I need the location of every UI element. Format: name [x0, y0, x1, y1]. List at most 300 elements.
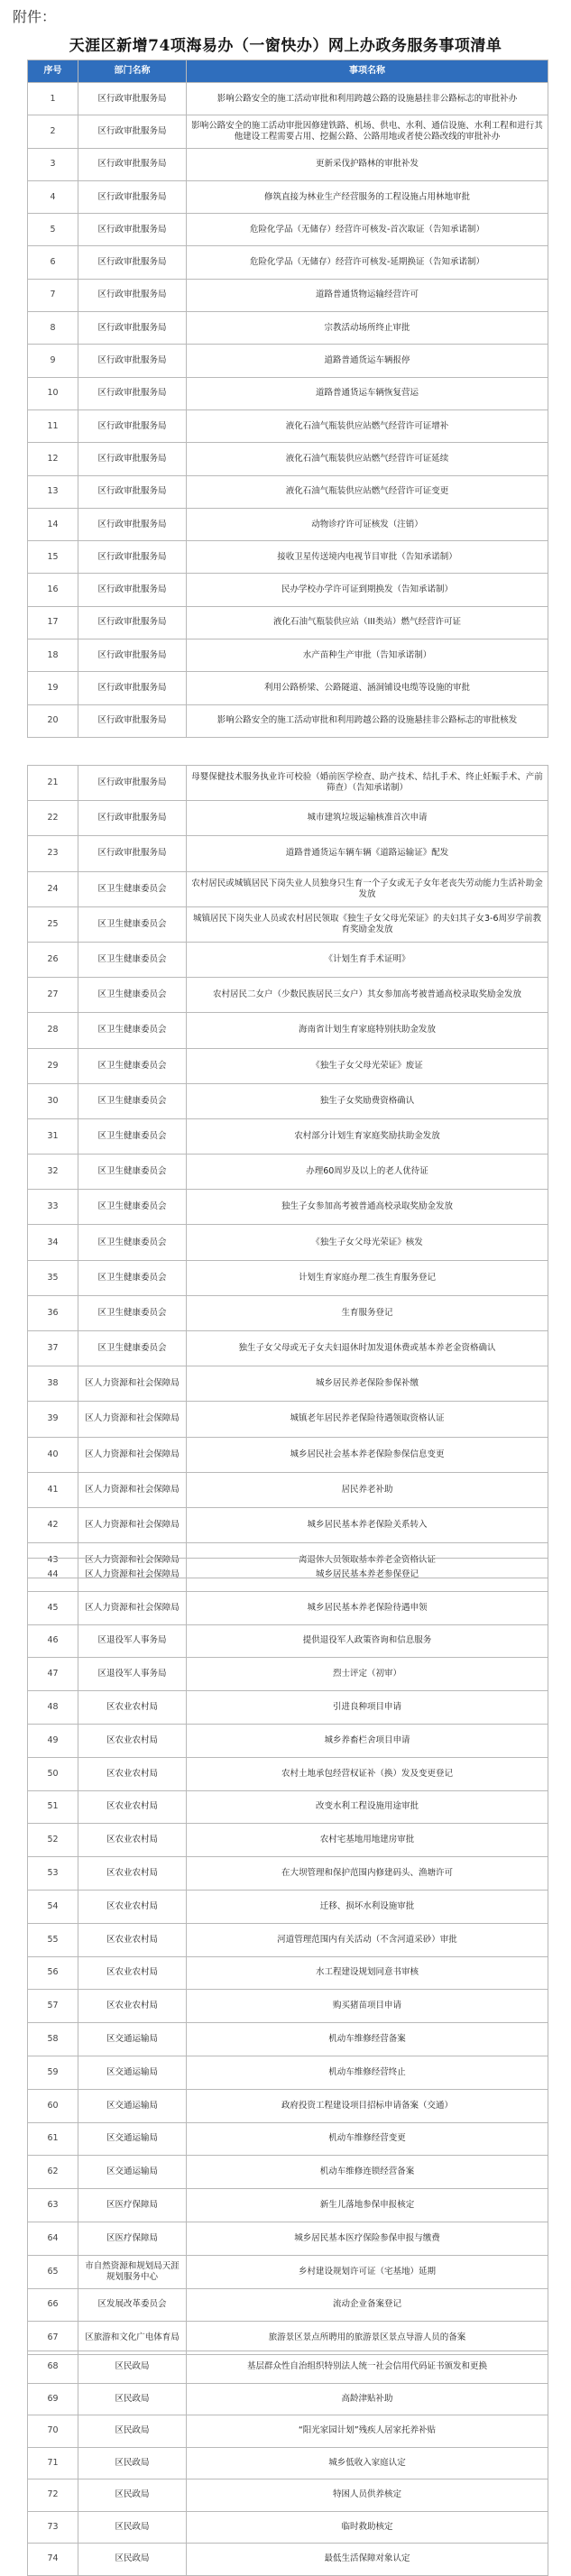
service-name: 提供退役军人政策咨询和信息服务 [187, 1624, 548, 1658]
table-row [28, 508, 548, 540]
service-name: 临时救助核定 [187, 2511, 548, 2544]
department-name: 区农业农村局 [78, 1790, 187, 1824]
department-name: 区行政审批服务局 [78, 836, 187, 871]
row-number: 4 [28, 180, 78, 213]
table-page-4 [27, 2351, 548, 2576]
column-header: 部门名称 [78, 60, 187, 83]
department-name: 区人力资源和社会保障局 [78, 1507, 187, 1542]
row-number: 39 [28, 1402, 78, 1437]
table-row [28, 1757, 548, 1790]
row-number: 41 [28, 1472, 78, 1507]
table-row [28, 1691, 548, 1725]
department-name: 区交通运输局 [78, 2023, 187, 2056]
document-title: 天涯区新增74项海易办（一窗快办）网上办政务服务事项清单 [69, 37, 502, 55]
department-name: 区行政审批服务局 [78, 443, 187, 475]
service-name: 《计划生育手术证明》 [187, 942, 548, 977]
department-name: 区民政局 [78, 2351, 187, 2384]
table-row [28, 672, 548, 704]
row-number: 3 [28, 148, 78, 180]
service-name: 高龄津贴补助 [187, 2383, 548, 2415]
department-name: 区卫生健康委员会 [78, 906, 187, 942]
table-row [28, 279, 548, 311]
service-name: 农村居民二女户（少数民族居民三女户）其女参加高考被普通高校录取奖励金发放 [187, 978, 548, 1013]
department-name: 区行政审批服务局 [78, 606, 187, 639]
table-row [28, 2156, 548, 2189]
row-number: 2 [28, 115, 78, 148]
service-name: 城乡居民基本养老保险关系转入 [187, 1507, 548, 1542]
service-name: 液化石油气瓶装供应站燃气经营许可证增补 [187, 409, 548, 442]
row-number: 47 [28, 1658, 78, 1691]
service-name: 影响公路安全的施工活动审批和利用跨越公路的设施悬挂非公路标志的审批核发 [187, 704, 548, 737]
service-name: 液化石油气瓶装供应站（III类站）燃气经营许可证 [187, 606, 548, 639]
service-name: 城乡居民社会基本养老保险参保信息变更 [187, 1437, 548, 1472]
table-row [28, 2222, 548, 2255]
table-row [28, 2351, 548, 2384]
row-number: 61 [28, 2122, 78, 2156]
department-name: 区发展改革委员会 [78, 2288, 187, 2322]
service-name: 城乡低收入家庭认定 [187, 2447, 548, 2479]
column-header: 事项名称 [187, 60, 548, 83]
row-number: 48 [28, 1691, 78, 1725]
row-number: 33 [28, 1190, 78, 1225]
department-name: 区医疗保障局 [78, 2222, 187, 2255]
service-name: 机动车维修连锁经营备案 [187, 2156, 548, 2189]
table-row [28, 2023, 548, 2056]
service-name: 独生子女奖励费资格确认 [187, 1083, 548, 1118]
table-page-1 [27, 60, 548, 738]
row-number: 62 [28, 2156, 78, 2189]
row-number: 45 [28, 1591, 78, 1624]
department-name: 区旅游和文化广电体育局 [78, 2322, 187, 2355]
table-row [28, 871, 548, 906]
service-name: 城乡居民基本养老参保登记 [187, 1559, 548, 1592]
table-row [28, 1437, 548, 1472]
table-row [28, 2255, 548, 2288]
row-number: 58 [28, 2023, 78, 2056]
row-number: 10 [28, 377, 78, 409]
table-row [28, 148, 548, 180]
row-number: 31 [28, 1118, 78, 1154]
service-name: 城镇老年居民养老保险待遇领取资格认证 [187, 1402, 548, 1437]
table-row [28, 2383, 548, 2415]
table-row [28, 2479, 548, 2512]
row-number: 23 [28, 836, 78, 871]
table-row [28, 180, 548, 213]
table-row [28, 1118, 548, 1154]
service-name: 母婴保健技术服务执业许可校验（婚前医学检查、助产技术、结扎手术、终止妊娠手术、产前筛查）（告知承诺制） [187, 766, 548, 801]
table-row [28, 2447, 548, 2479]
department-name: 区卫生健康委员会 [78, 1118, 187, 1154]
department-name: 区民政局 [78, 2511, 187, 2544]
department-name: 市自然资源和规划局天涯规划服务中心 [78, 2255, 187, 2288]
table-header-row [28, 60, 548, 83]
service-name: 利用公路桥梁、公路隧道、涵洞铺设电缆等设施的审批 [187, 672, 548, 704]
department-name: 区行政审批服务局 [78, 83, 187, 115]
service-name: 接收卫星传送境内电视节目审批（告知承诺制） [187, 541, 548, 574]
table-row [28, 2415, 548, 2448]
table-row [28, 1890, 548, 1923]
department-name: 区人力资源和社会保障局 [78, 1366, 187, 1402]
row-number: 25 [28, 906, 78, 942]
department-name: 区行政审批服务局 [78, 115, 187, 148]
department-name: 区人力资源和社会保障局 [78, 1591, 187, 1624]
table-row [28, 1790, 548, 1824]
table-row [28, 377, 548, 409]
service-name: 液化石油气瓶装供应站燃气经营许可证变更 [187, 475, 548, 508]
service-name: 城市建筑垃圾运输核准首次申请 [187, 801, 548, 836]
row-number: 74 [28, 2544, 78, 2576]
attachment-label: 附件： [13, 8, 57, 25]
table-row [28, 1658, 548, 1691]
row-number: 49 [28, 1724, 78, 1757]
department-name: 区卫生健康委员会 [78, 1083, 187, 1118]
department-name: 区农业农村局 [78, 1757, 187, 1790]
row-number: 29 [28, 1048, 78, 1083]
table-row [28, 475, 548, 508]
service-name: 水产苗种生产审批（告知承诺制） [187, 639, 548, 672]
department-name: 区医疗保障局 [78, 2189, 187, 2222]
row-number: 46 [28, 1624, 78, 1658]
row-number: 73 [28, 2511, 78, 2544]
department-name: 区行政审批服务局 [78, 180, 187, 213]
table-row [28, 1559, 548, 1592]
row-number: 21 [28, 766, 78, 801]
table-row [28, 1857, 548, 1891]
row-number: 59 [28, 2056, 78, 2089]
service-name: 机动车维修经营终止 [187, 2056, 548, 2089]
row-number: 22 [28, 801, 78, 836]
service-name: 居民养老补助 [187, 1472, 548, 1507]
service-name: 农村居民或城镇居民下岗失业人员独身只生育一个子女或无子女年老丧失劳动能力生活补助金发放 [187, 871, 548, 906]
service-name: 水工程建设规划同意书审核 [187, 1956, 548, 1990]
row-number: 18 [28, 639, 78, 672]
service-name: 城乡居民基本医疗保险参保申报与缴费 [187, 2222, 548, 2255]
row-number: 1 [28, 83, 78, 115]
department-name: 区人力资源和社会保障局 [78, 1543, 187, 1578]
department-name: 区行政审批服务局 [78, 312, 187, 345]
department-name: 区农业农村局 [78, 1990, 187, 2023]
department-name: 区卫生健康委员会 [78, 1048, 187, 1083]
row-number: 11 [28, 409, 78, 442]
department-name: 区交通运输局 [78, 2156, 187, 2189]
department-name: 区农业农村局 [78, 1691, 187, 1725]
table-row [28, 2511, 548, 2544]
service-name: 独生子女父母或无子女夫妇退休时加发退休费或基本养老金资格确认 [187, 1331, 548, 1366]
row-number: 7 [28, 279, 78, 311]
row-number: 30 [28, 1083, 78, 1118]
department-name: 区卫生健康委员会 [78, 1260, 187, 1295]
row-number: 53 [28, 1857, 78, 1891]
services-table [27, 765, 548, 1578]
table-row [28, 312, 548, 345]
table-row [28, 541, 548, 574]
table-row [28, 801, 548, 836]
row-number: 52 [28, 1824, 78, 1857]
department-name: 区行政审批服务局 [78, 279, 187, 311]
service-name: 更新采伐护路林的审批补发 [187, 148, 548, 180]
row-number: 5 [28, 214, 78, 246]
table-row [28, 1990, 548, 2023]
department-name: 区卫生健康委员会 [78, 1331, 187, 1366]
department-name: 区民政局 [78, 2479, 187, 2512]
department-name: 区人力资源和社会保障局 [78, 1437, 187, 1472]
department-name: 区行政审批服务局 [78, 639, 187, 672]
row-number: 38 [28, 1366, 78, 1402]
row-number: 51 [28, 1790, 78, 1824]
table-row [28, 1624, 548, 1658]
department-name: 区退役军人事务局 [78, 1624, 187, 1658]
row-number: 37 [28, 1331, 78, 1366]
table-row [28, 1225, 548, 1260]
service-name: 计划生育家庭办理二孩生育服务登记 [187, 1260, 548, 1295]
row-number: 35 [28, 1260, 78, 1295]
row-number: 42 [28, 1507, 78, 1542]
department-name: 区卫生健康委员会 [78, 1155, 187, 1190]
department-name: 区行政审批服务局 [78, 345, 187, 377]
row-number: 54 [28, 1890, 78, 1923]
row-number: 12 [28, 443, 78, 475]
service-name: “阳光家园计划”残疾人居家托养补贴 [187, 2415, 548, 2448]
row-number: 24 [28, 871, 78, 906]
service-name: 新生儿落地参保申报核定 [187, 2189, 548, 2222]
department-name: 区行政审批服务局 [78, 377, 187, 409]
row-number: 15 [28, 541, 78, 574]
department-name: 区行政审批服务局 [78, 672, 187, 704]
department-name: 区民政局 [78, 2383, 187, 2415]
row-number: 14 [28, 508, 78, 540]
row-number: 9 [28, 345, 78, 377]
table-row [28, 1956, 548, 1990]
table-row [28, 1507, 548, 1542]
service-name: 机动车维修经营备案 [187, 2023, 548, 2056]
row-number: 65 [28, 2255, 78, 2288]
department-name: 区人力资源和社会保障局 [78, 1559, 187, 1592]
department-name: 区交通运输局 [78, 2089, 187, 2122]
department-name: 区行政审批服务局 [78, 541, 187, 574]
service-name: 独生子女参加高考被普通高校录取奖励金发放 [187, 1190, 548, 1225]
service-name: 政府投资工程建设项目招标申请备案（交通） [187, 2089, 548, 2122]
table-page-3 [27, 1558, 548, 2355]
table-row [28, 214, 548, 246]
row-number: 16 [28, 574, 78, 606]
table-row [28, 345, 548, 377]
service-name: 城镇居民下岗失业人员或农村居民领取《独生子女父母光荣证》的夫妇其子女3-6周岁学前教育奖励金发放 [187, 906, 548, 942]
department-name: 区行政审批服务局 [78, 801, 187, 836]
table-row [28, 1724, 548, 1757]
service-name: 修筑直接为林业生产经营服务的工程设施占用林地审批 [187, 180, 548, 213]
service-name: 生育服务登记 [187, 1295, 548, 1330]
service-name: 改变水利工程设施用途审批 [187, 1790, 548, 1824]
service-name: 城乡居民基本养老保险待遇申领 [187, 1591, 548, 1624]
table-row [28, 906, 548, 942]
department-name: 区人力资源和社会保障局 [78, 1402, 187, 1437]
service-name: 离退休人员领取基本养老金资格认证 [187, 1543, 548, 1578]
row-number: 68 [28, 2351, 78, 2384]
table-row [28, 1591, 548, 1624]
row-number: 50 [28, 1757, 78, 1790]
department-name: 区交通运输局 [78, 2056, 187, 2089]
row-number: 63 [28, 2189, 78, 2222]
service-name: 海南省计划生育家庭特别扶助金发放 [187, 1013, 548, 1048]
service-name: 危险化学品（无储存）经营许可核发-首次取证（告知承诺制） [187, 214, 548, 246]
row-number: 56 [28, 1956, 78, 1990]
table-row [28, 1331, 548, 1366]
table-row [28, 1295, 548, 1330]
table-page-2 [27, 765, 548, 1578]
table-row [28, 443, 548, 475]
service-name: 在大坝管理和保护范围内修建码头、渔塘许可 [187, 1857, 548, 1891]
row-number: 19 [28, 672, 78, 704]
table-row [28, 2189, 548, 2222]
services-table [27, 2351, 548, 2576]
row-number: 72 [28, 2479, 78, 2512]
service-name: 《独生子女父母光荣证》核发 [187, 1225, 548, 1260]
department-name: 区行政审批服务局 [78, 214, 187, 246]
department-name: 区卫生健康委员会 [78, 942, 187, 977]
service-name: 农村宅基地用地建房审批 [187, 1824, 548, 1857]
service-name: 危险化学品（无储存）经营许可核发-延期换证（告知承诺制） [187, 246, 548, 279]
department-name: 区农业农村局 [78, 1956, 187, 1990]
services-table [27, 1558, 548, 2355]
table-row [28, 2089, 548, 2122]
service-name: 宗教活动场所终止审批 [187, 312, 548, 345]
department-name: 区交通运输局 [78, 2122, 187, 2156]
service-name: 引进良种项目申请 [187, 1691, 548, 1725]
row-number: 70 [28, 2415, 78, 2448]
row-number: 60 [28, 2089, 78, 2122]
department-name: 区行政审批服务局 [78, 704, 187, 737]
row-number: 57 [28, 1990, 78, 2023]
department-name: 区农业农村局 [78, 1890, 187, 1923]
row-number: 26 [28, 942, 78, 977]
department-name: 区农业农村局 [78, 1824, 187, 1857]
service-name: 道路普通货运车辆车辆《道路运输证》配发 [187, 836, 548, 871]
department-name: 区行政审批服务局 [78, 574, 187, 606]
table-row [28, 836, 548, 871]
row-number: 34 [28, 1225, 78, 1260]
table-row [28, 574, 548, 606]
service-name: 民办学校办学许可证到期换发（告知承诺制） [187, 574, 548, 606]
department-name: 区行政审批服务局 [78, 148, 187, 180]
service-name: 农村部分计划生育家庭奖励扶助金发放 [187, 1118, 548, 1154]
table-row [28, 1260, 548, 1295]
department-name: 区农业农村局 [78, 1923, 187, 1956]
service-name: 影响公路安全的施工活动审批和利用跨越公路的设施悬挂非公路标志的审批补办 [187, 83, 548, 115]
table-row [28, 1083, 548, 1118]
row-number: 17 [28, 606, 78, 639]
table-row [28, 704, 548, 737]
table-row [28, 1013, 548, 1048]
table-row [28, 2288, 548, 2322]
department-name: 区卫生健康委员会 [78, 1190, 187, 1225]
department-name: 区行政审批服务局 [78, 246, 187, 279]
service-name: 影响公路安全的施工活动审批因修建铁路、机场、供电、水利、通信设施、水利工程和进行其他建设工程需要占用、挖掘公路、公路用地或者使公路改线的审批补办 [187, 115, 548, 148]
department-name: 区行政审批服务局 [78, 508, 187, 540]
table-row [28, 115, 548, 148]
department-name: 区卫生健康委员会 [78, 1225, 187, 1260]
row-number: 43 [28, 1543, 78, 1578]
department-name: 区行政审批服务局 [78, 409, 187, 442]
table-row [28, 766, 548, 801]
department-name: 区行政审批服务局 [78, 766, 187, 801]
row-number: 67 [28, 2322, 78, 2355]
row-number: 27 [28, 978, 78, 1013]
department-name: 区卫生健康委员会 [78, 978, 187, 1013]
service-name: 道路普通货运车辆恢复营运 [187, 377, 548, 409]
row-number: 28 [28, 1013, 78, 1048]
table-row [28, 942, 548, 977]
service-name: 特困人员供养核定 [187, 2479, 548, 2512]
service-name: 旅游景区景点所聘用的旅游景区景点导游人员的备案 [187, 2322, 548, 2355]
row-number: 55 [28, 1923, 78, 1956]
table-row [28, 2122, 548, 2156]
department-name: 区退役军人事务局 [78, 1658, 187, 1691]
service-name: 动物诊疗许可证核发（注销） [187, 508, 548, 540]
department-name: 区民政局 [78, 2447, 187, 2479]
row-number: 40 [28, 1437, 78, 1472]
department-name: 区行政审批服务局 [78, 475, 187, 508]
row-number: 36 [28, 1295, 78, 1330]
service-name: 乡村建设规划许可证（宅基地）延期 [187, 2255, 548, 2288]
service-name: 机动车维修经营变更 [187, 2122, 548, 2156]
department-name: 区农业农村局 [78, 1857, 187, 1891]
service-name: 道路普通货物运输经营许可 [187, 279, 548, 311]
row-number: 66 [28, 2288, 78, 2322]
table-row [28, 606, 548, 639]
service-name: 《独生子女父母光荣证》废证 [187, 1048, 548, 1083]
service-name: 最低生活保障对象认定 [187, 2544, 548, 2576]
row-number: 13 [28, 475, 78, 508]
table-row [28, 1048, 548, 1083]
table-row [28, 1155, 548, 1190]
row-number: 8 [28, 312, 78, 345]
service-name: 迁移、损坏水利设施审批 [187, 1890, 548, 1923]
department-name: 区卫生健康委员会 [78, 871, 187, 906]
table-row [28, 1190, 548, 1225]
services-table [27, 60, 548, 738]
service-name: 河道管理范围内有关活动（不含河道采砂）审批 [187, 1923, 548, 1956]
row-number: 6 [28, 246, 78, 279]
service-name: 城乡养畜栏舍项目申请 [187, 1724, 548, 1757]
department-name: 区民政局 [78, 2415, 187, 2448]
table-row [28, 978, 548, 1013]
table-row [28, 639, 548, 672]
table-row [28, 1366, 548, 1402]
department-name: 区人力资源和社会保障局 [78, 1472, 187, 1507]
service-name: 基层群众性自治组织特别法人统一社会信用代码证书颁发和更换 [187, 2351, 548, 2384]
department-name: 区农业农村局 [78, 1724, 187, 1757]
row-number: 64 [28, 2222, 78, 2255]
row-number: 69 [28, 2383, 78, 2415]
row-number: 44 [28, 1559, 78, 1592]
table-row [28, 1472, 548, 1507]
table-row [28, 409, 548, 442]
row-number: 32 [28, 1155, 78, 1190]
service-name: 购买猪苗项目申请 [187, 1990, 548, 2023]
service-name: 农村土地承包经营权证补（换）发及变更登记 [187, 1757, 548, 1790]
service-name: 道路普通货运车辆报停 [187, 345, 548, 377]
table-row [28, 83, 548, 115]
service-name: 办理60周岁及以上的老人优待证 [187, 1155, 548, 1190]
row-number: 20 [28, 704, 78, 737]
service-name: 液化石油气瓶装供应站燃气经营许可证延续 [187, 443, 548, 475]
table-row [28, 1923, 548, 1956]
table-row [28, 246, 548, 279]
department-name: 区民政局 [78, 2544, 187, 2576]
department-name: 区卫生健康委员会 [78, 1013, 187, 1048]
department-name: 区卫生健康委员会 [78, 1295, 187, 1330]
service-name: 城乡居民养老保险参保补缴 [187, 1366, 548, 1402]
